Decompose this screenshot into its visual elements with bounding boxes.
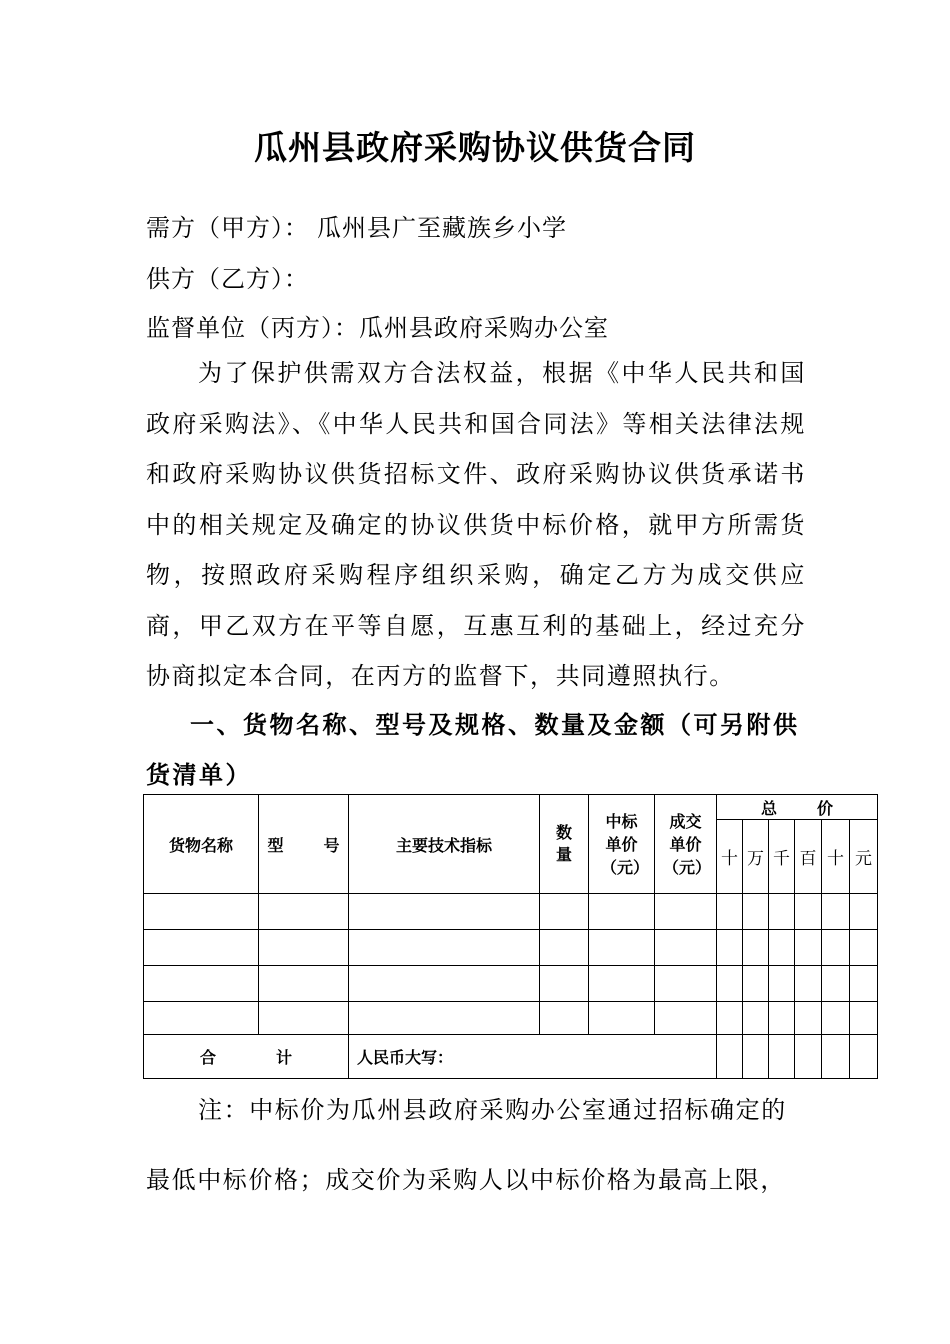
table-cell: [769, 1035, 795, 1079]
table-cell: [822, 966, 850, 1002]
table-cell: [589, 930, 655, 966]
table-cell: [540, 966, 589, 1002]
table-cell: [259, 966, 349, 1002]
table-cell: [144, 1002, 259, 1035]
table-cell: [655, 930, 717, 966]
table-cell: [822, 1002, 850, 1035]
table-cell: [540, 1002, 589, 1035]
table-cell: [144, 966, 259, 1002]
digit-ten-thousand-tens: 十: [717, 820, 743, 894]
table-cell: [795, 1035, 822, 1079]
table-cell: [655, 966, 717, 1002]
note-line-1: 注：中标价为瓜州县政府采购办公室通过招标确定的: [198, 1096, 787, 1124]
header-goods-name: 货物名称: [144, 795, 259, 894]
table-cell: [822, 894, 850, 930]
table-cell: [743, 1035, 769, 1079]
table-cell: [144, 930, 259, 966]
supplier-line: [146, 259, 309, 294]
table-cell: [717, 894, 743, 930]
table-cell: [795, 930, 822, 966]
table-cell: [259, 894, 349, 930]
header-model-b: 号: [323, 835, 340, 855]
table-row: [144, 894, 878, 930]
table-cell: [850, 894, 878, 930]
table-cell: [655, 894, 717, 930]
digit-wan: 万: [743, 820, 769, 894]
header-spec: 主要技术指标: [349, 795, 540, 894]
table-cell: [850, 1035, 878, 1079]
table-cell: [589, 894, 655, 930]
digit-shi: 十: [822, 820, 850, 894]
table-cell: [655, 1002, 717, 1035]
header-deal-price: 成交单价（元）: [655, 795, 717, 894]
header-bid-price: 中标单价（元）: [589, 795, 655, 894]
header-total-a: 总: [760, 798, 777, 818]
supplier-label: 供方（乙方）：: [146, 265, 309, 293]
total-label: [144, 1035, 349, 1079]
table-row: [144, 1002, 878, 1035]
table-cell: [589, 966, 655, 1002]
table-cell: [822, 930, 850, 966]
table-row: [144, 930, 878, 966]
table-row: [144, 966, 878, 1002]
total-label-b: 计: [276, 1048, 293, 1067]
header-qty: 数量: [540, 795, 589, 894]
table-cell: [850, 930, 878, 966]
table-cell: [349, 894, 540, 930]
table-cell: [540, 930, 589, 966]
table-cell: [850, 966, 878, 1002]
table-cell: [769, 966, 795, 1002]
supervisor-label: 监督单位（丙方）：: [146, 314, 359, 342]
supervisor-line: [146, 308, 609, 343]
buyer-line: [146, 208, 567, 243]
table-cell: [743, 966, 769, 1002]
table-cell: [540, 894, 589, 930]
total-row: [144, 1035, 878, 1079]
table-cell: [769, 894, 795, 930]
table-cell: [259, 1002, 349, 1035]
table-cell: [743, 1002, 769, 1035]
page-title: 瓜州县政府采购协议供货合同: [254, 128, 696, 167]
header-model-a: 型: [267, 835, 284, 855]
header-total-b: 价: [817, 798, 834, 818]
note-line-2: 最低中标价格；成交价为采购人以中标价格为最高上限，: [146, 1166, 786, 1194]
table-cell: [589, 1002, 655, 1035]
header-model: [259, 795, 349, 894]
table-cell: [769, 1002, 795, 1035]
table-cell: [349, 966, 540, 1002]
supervisor-value: 瓜州县政府采购办公室: [359, 314, 609, 342]
digit-yuan: 元: [850, 820, 878, 894]
table-cell: [259, 930, 349, 966]
digit-qian: 千: [769, 820, 795, 894]
table-cell: [795, 894, 822, 930]
table-cell: [743, 894, 769, 930]
table-cell: [795, 966, 822, 1002]
table-cell: [717, 930, 743, 966]
goods-table: [143, 794, 878, 1079]
table-cell: [743, 930, 769, 966]
table-cell: [717, 966, 743, 1002]
intro-paragraph: 为了保护供需双方合法权益，根据《中华人民共和国政府采购法》、《中华人民共和国合同法》等相关法律法规和政府采购协议供货招标文件、政府采购协议供货承诺书中的相关规定及确定的协议供货中标价格，就甲方所需货物，按照政府采购程序组织采购，确定乙方为成交供应商，甲乙双方在平等自愿，互惠互利的基础上，经过充分协商拟定本合同，在丙方的监督下，共同遵照执行。: [146, 359, 806, 690]
table-cell: [349, 930, 540, 966]
table-cell: [717, 1035, 743, 1079]
buyer-value: 瓜州县广至藏族乡小学: [317, 214, 567, 242]
header-total: [717, 795, 878, 820]
table-cell: [795, 1002, 822, 1035]
table-cell: [850, 1002, 878, 1035]
buyer-label: 需方（甲方）：: [146, 214, 309, 242]
section-1-heading: 一、货物名称、型号及规格、数量及金额（可另附供货清单）: [146, 710, 800, 789]
table-cell: [717, 1002, 743, 1035]
total-label-a: 合: [199, 1048, 216, 1067]
table-cell: [769, 930, 795, 966]
digit-bai: 百: [795, 820, 822, 894]
table-cell: [349, 1002, 540, 1035]
rmb-uppercase-label: 人民币大写：: [349, 1035, 717, 1079]
table-cell: [822, 1035, 850, 1079]
table-cell: [144, 894, 259, 930]
